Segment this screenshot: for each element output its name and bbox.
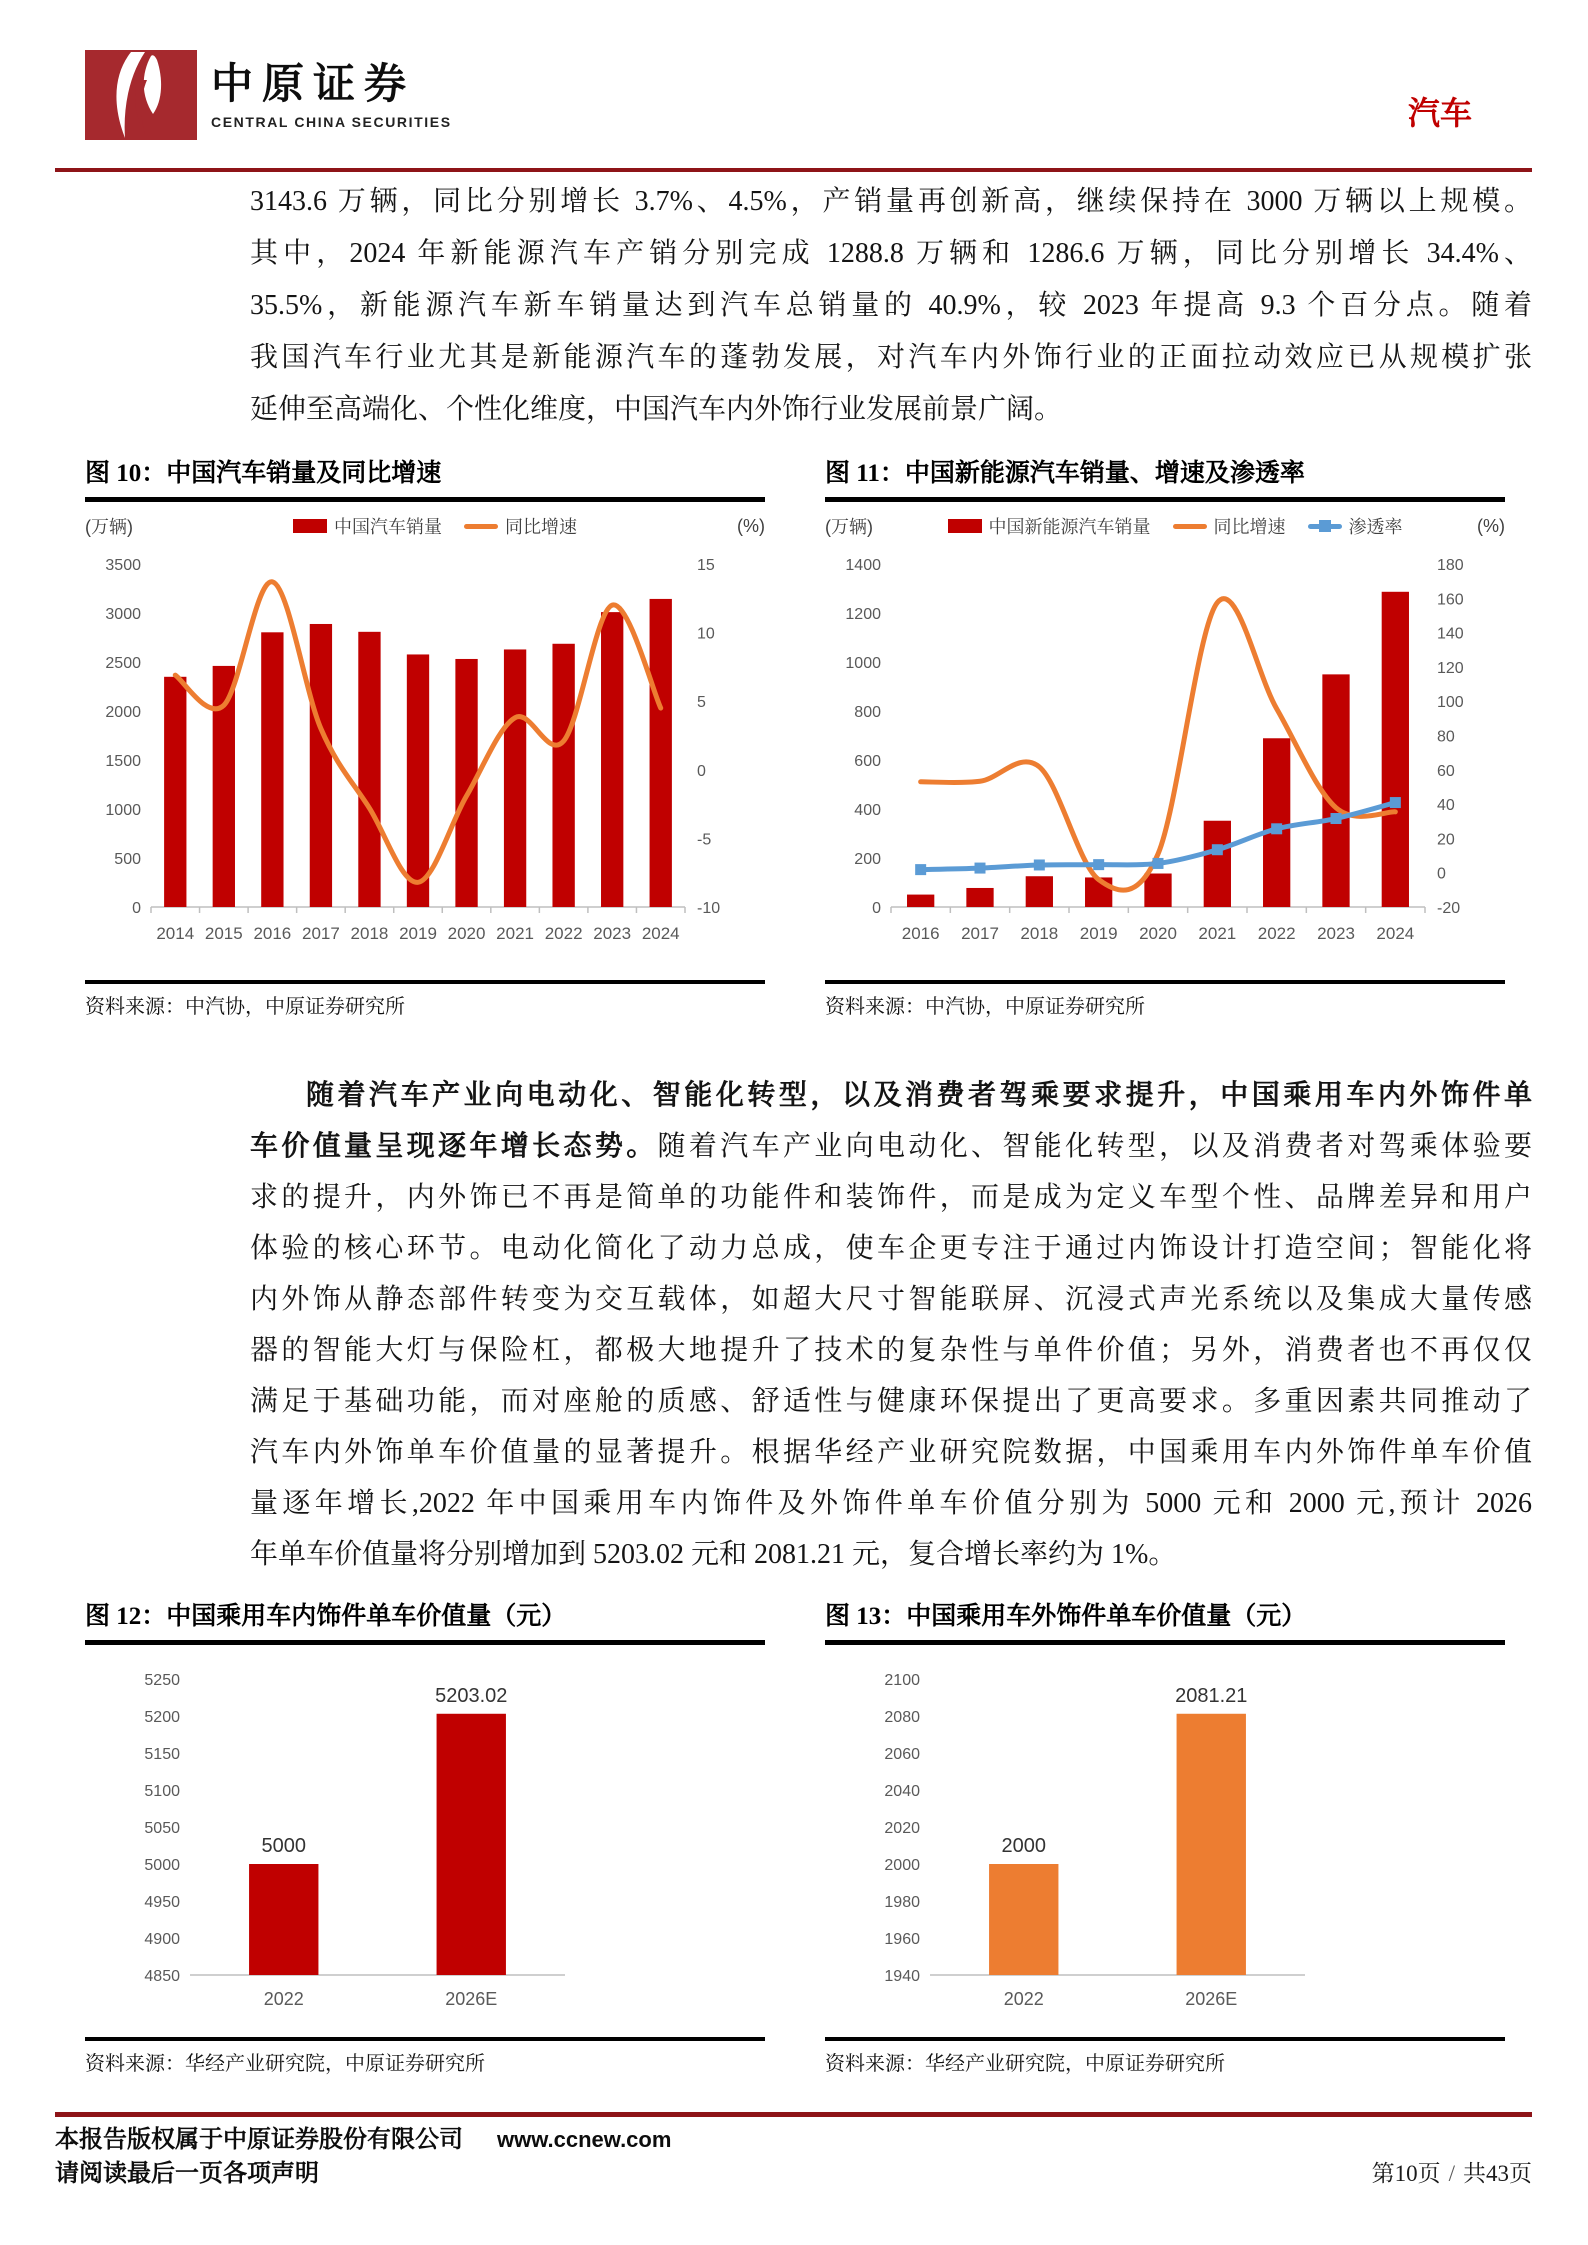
brand [85, 50, 452, 140]
brand-logo-icon [85, 50, 197, 140]
footer-disclaimer: 请阅读最后一页各项声明 [55, 2161, 319, 2187]
line-swatch-icon [1308, 524, 1342, 529]
svg-text:3500: 3500 [105, 557, 141, 574]
chart-legend [85, 502, 765, 550]
svg-text:2018: 2018 [350, 924, 389, 943]
svg-text:2022: 2022 [1257, 924, 1296, 943]
footer-url: www.ccnew.com [497, 2127, 672, 2152]
svg-text:800: 800 [854, 704, 881, 721]
paragraph-2 [250, 1070, 1532, 1580]
legend-item [293, 513, 442, 539]
brand-text [211, 58, 452, 132]
svg-text:1000: 1000 [105, 802, 141, 819]
svg-text:-20: -20 [1437, 900, 1461, 917]
svg-text:0: 0 [872, 900, 881, 917]
svg-text:2023: 2023 [593, 924, 632, 943]
svg-text:3000: 3000 [105, 606, 141, 623]
svg-text:2100: 2100 [884, 1672, 920, 1689]
page-separator: / [1448, 2161, 1455, 2186]
figure-title: 图 11：中国新能源汽车销量、增速及渗透率 [825, 460, 1305, 487]
text-line: 器的智能大灯与保险杠，都极大地提升了技术的复杂性与单件价值；另外，消费者也不再仅仅 [250, 1335, 1532, 1366]
svg-text:4950: 4950 [144, 1894, 180, 1911]
svg-text:2022: 2022 [1003, 1989, 1044, 2009]
bar-swatch-icon [948, 519, 982, 533]
svg-text:60: 60 [1437, 762, 1455, 780]
svg-text:2021: 2021 [496, 924, 535, 943]
svg-text:160: 160 [1437, 591, 1464, 609]
svg-text:5050: 5050 [144, 1820, 180, 1837]
svg-text:2023: 2023 [1317, 924, 1355, 943]
svg-text:180: 180 [1437, 557, 1464, 574]
svg-text:-5: -5 [697, 831, 712, 849]
text-line: 延伸至高端化、个性化维度，中国汽车内外饰行业发展前景广阔。 [250, 394, 1063, 425]
svg-text:2017: 2017 [961, 924, 999, 943]
svg-text:100: 100 [1437, 694, 1464, 712]
svg-text:2040: 2040 [884, 1783, 920, 1800]
svg-text:2020: 2020 [447, 924, 486, 943]
svg-text:120: 120 [1437, 659, 1464, 677]
svg-text:-10: -10 [697, 900, 721, 917]
figure-source: 资料来源：中汽协，中原证券研究所 [825, 996, 1145, 1018]
text-line: 其中，2024 年新能源汽车产销分别完成 1288.8 万辆和 1286.6 万辆，同比分别增长 34.4%、 [250, 238, 1532, 269]
figure-12 [85, 1598, 765, 2083]
text-line: 年单车价值量将分别增加到 5203.02 元和 2081.21 元，复合增长率约为 1%。 [250, 1539, 1177, 1570]
figure-title: 图 12：中国乘用车内饰件单车价值量（元） [85, 1603, 567, 1630]
chart-legend [825, 502, 1505, 550]
header [85, 40, 1530, 140]
nev-sales-chart [825, 550, 1505, 980]
brand-name: 中原证券 [211, 62, 416, 108]
axis-unit-right: (%) [1477, 515, 1505, 536]
svg-text:200: 200 [854, 851, 881, 868]
text-line: 内外饰从静态部件转变为交互载体，如超大尺寸智能联屏、沉浸式声光系统以及集成大量传感 [250, 1284, 1532, 1315]
svg-text:1960: 1960 [884, 1931, 920, 1948]
legend-label: 同比增速 [505, 517, 577, 537]
svg-text:1000: 1000 [845, 655, 881, 672]
legend-label: 中国新能源汽车销量 [988, 517, 1151, 537]
svg-text:2015: 2015 [204, 924, 243, 943]
legend-item [464, 513, 577, 539]
legend-item [948, 513, 1151, 539]
svg-text:5203.02: 5203.02 [435, 1684, 508, 1707]
svg-text:500: 500 [114, 851, 141, 868]
auto-sales-chart [85, 550, 765, 980]
svg-text:0: 0 [697, 762, 706, 780]
legend-label: 渗透率 [1348, 517, 1403, 537]
figure-source: 资料来源：华经产业研究院，中原证券研究所 [825, 2053, 1225, 2075]
svg-text:5000: 5000 [144, 1857, 180, 1874]
svg-text:0: 0 [132, 900, 141, 917]
svg-text:2024: 2024 [1376, 924, 1415, 943]
svg-text:4900: 4900 [144, 1931, 180, 1948]
text-line: 满足于基础功能，而对座舱的质感、舒适性与健康环保提出了更高要求。多重因素共同推动了 [250, 1386, 1532, 1417]
text-line: 量逐年增长,2022 年中国乘用车内饰件及外饰件单车价值分别为 5000 元和 2000 元,预计 2026 [250, 1488, 1532, 1519]
page-number [1372, 2158, 1532, 2190]
svg-text:2500: 2500 [105, 655, 141, 672]
figure-row-1 [85, 455, 1505, 1026]
svg-text:2081.21: 2081.21 [1175, 1684, 1248, 1707]
svg-text:5100: 5100 [144, 1783, 180, 1800]
text-line: 体验的核心环节。电动化简化了动力总成，使车企更专注于通过内饰设计打造空间；智能化将 [250, 1233, 1532, 1264]
svg-text:5000: 5000 [261, 1835, 306, 1857]
line-swatch-icon [1173, 524, 1207, 529]
text-line: 我国汽车行业尤其是新能源汽车的蓬勃发展，对汽车内外饰行业的正面拉动效应已从规模扩张 [250, 342, 1532, 373]
text-line: 求的提升，内外饰已不再是简单的功能件和装饰件，而是成为定义车型个性、品牌差异和用户 [250, 1182, 1532, 1213]
brand-subtitle: CENTRAL CHINA SECURITIES [211, 114, 452, 130]
text-line: 车价值量呈现逐年增长态势。随着汽车产业向电动化、智能化转型，以及消费者对驾乘体验要 [250, 1131, 1532, 1162]
page-current: 第10页 [1371, 2161, 1441, 2186]
svg-text:5150: 5150 [144, 1746, 180, 1763]
interior-value-chart [85, 1645, 765, 2037]
svg-text:4850: 4850 [144, 1968, 180, 1985]
svg-text:2020: 2020 [1139, 924, 1177, 943]
svg-text:2060: 2060 [884, 1746, 920, 1763]
svg-text:140: 140 [1437, 625, 1464, 643]
svg-text:40: 40 [1437, 797, 1455, 815]
svg-text:2016: 2016 [253, 924, 292, 943]
svg-text:2021: 2021 [1198, 924, 1237, 943]
svg-text:2026E: 2026E [445, 1989, 498, 2009]
figure-row-2 [85, 1598, 1505, 2083]
svg-text:2016: 2016 [901, 924, 940, 943]
figure-source: 资料来源：华经产业研究院，中原证券研究所 [85, 2053, 485, 2075]
svg-text:2000: 2000 [105, 704, 141, 721]
svg-text:2080: 2080 [884, 1709, 920, 1726]
svg-text:2022: 2022 [263, 1989, 304, 2009]
exterior-value-chart [825, 1645, 1505, 2037]
footer [55, 2124, 1532, 2190]
svg-text:20: 20 [1437, 831, 1455, 849]
line-swatch-icon [464, 524, 498, 529]
footer-rule [55, 2112, 1532, 2117]
bar-swatch-icon [293, 519, 327, 533]
figure-13 [825, 1598, 1505, 2083]
svg-text:2024: 2024 [641, 924, 680, 943]
svg-text:2026E: 2026E [1185, 1989, 1238, 2009]
svg-text:1400: 1400 [845, 557, 881, 574]
svg-text:2022: 2022 [544, 924, 583, 943]
svg-text:1200: 1200 [845, 606, 881, 623]
figure-title: 图 13：中国乘用车外饰件单车价值量（元） [825, 1603, 1307, 1630]
text-line: 35.5%，新能源汽车新车销量达到汽车总销量的 40.9%，较 2023 年提高 9.3 个百分点。随着 [250, 290, 1532, 321]
svg-text:0: 0 [1437, 865, 1446, 883]
legend-label: 中国汽车销量 [334, 517, 442, 537]
svg-text:2019: 2019 [1079, 924, 1118, 943]
svg-text:2019: 2019 [399, 924, 437, 943]
svg-text:2014: 2014 [156, 924, 195, 943]
legend-item [1173, 513, 1286, 539]
figure-10 [85, 455, 765, 1026]
text-line: 汽车内外饰单车价值量的显著提升。根据华经产业研究院数据，中国乘用车内外饰件单车价值 [250, 1437, 1532, 1468]
section-tag: 汽车 [1407, 95, 1472, 131]
axis-unit-left: (万辆) [825, 517, 873, 537]
svg-text:2018: 2018 [1020, 924, 1059, 943]
svg-text:15: 15 [697, 557, 715, 574]
svg-text:10: 10 [697, 625, 715, 643]
legend-item [1308, 513, 1403, 539]
legend-label: 同比增速 [1213, 517, 1286, 537]
svg-text:2017: 2017 [301, 924, 340, 943]
svg-text:5200: 5200 [144, 1709, 180, 1726]
footer-copyright: 本报告版权属于中原证券股份有限公司 [55, 2127, 463, 2153]
text-line: 3143.6 万辆，同比分别增长 3.7%、4.5%，产销量再创新高，继续保持在 3000 万辆以上规模。 [250, 186, 1532, 217]
paragraph-1 [250, 176, 1532, 436]
header-rule [55, 168, 1532, 172]
text-line: 随着汽车产业向电动化、智能化转型，以及消费者驾乘要求提升，中国乘用车内外饰件单 [306, 1080, 1532, 1111]
svg-text:1940: 1940 [884, 1968, 920, 1985]
svg-text:1500: 1500 [105, 753, 141, 770]
svg-text:400: 400 [854, 802, 881, 819]
figure-source: 资料来源：中汽协，中原证券研究所 [85, 996, 405, 1018]
axis-unit-right: (%) [737, 515, 765, 536]
axis-unit-left: (万辆) [85, 517, 133, 537]
svg-text:2020: 2020 [884, 1820, 920, 1837]
page-total: 共43页 [1463, 2161, 1532, 2186]
svg-text:600: 600 [854, 753, 881, 770]
svg-text:2000: 2000 [1001, 1835, 1046, 1857]
svg-text:2000: 2000 [884, 1857, 920, 1874]
svg-text:5250: 5250 [144, 1672, 180, 1689]
figure-11 [825, 455, 1505, 1026]
figure-title: 图 10：中国汽车销量及同比增速 [85, 460, 442, 487]
svg-text:80: 80 [1437, 728, 1455, 746]
svg-text:5: 5 [697, 694, 706, 712]
svg-text:1980: 1980 [884, 1894, 920, 1911]
